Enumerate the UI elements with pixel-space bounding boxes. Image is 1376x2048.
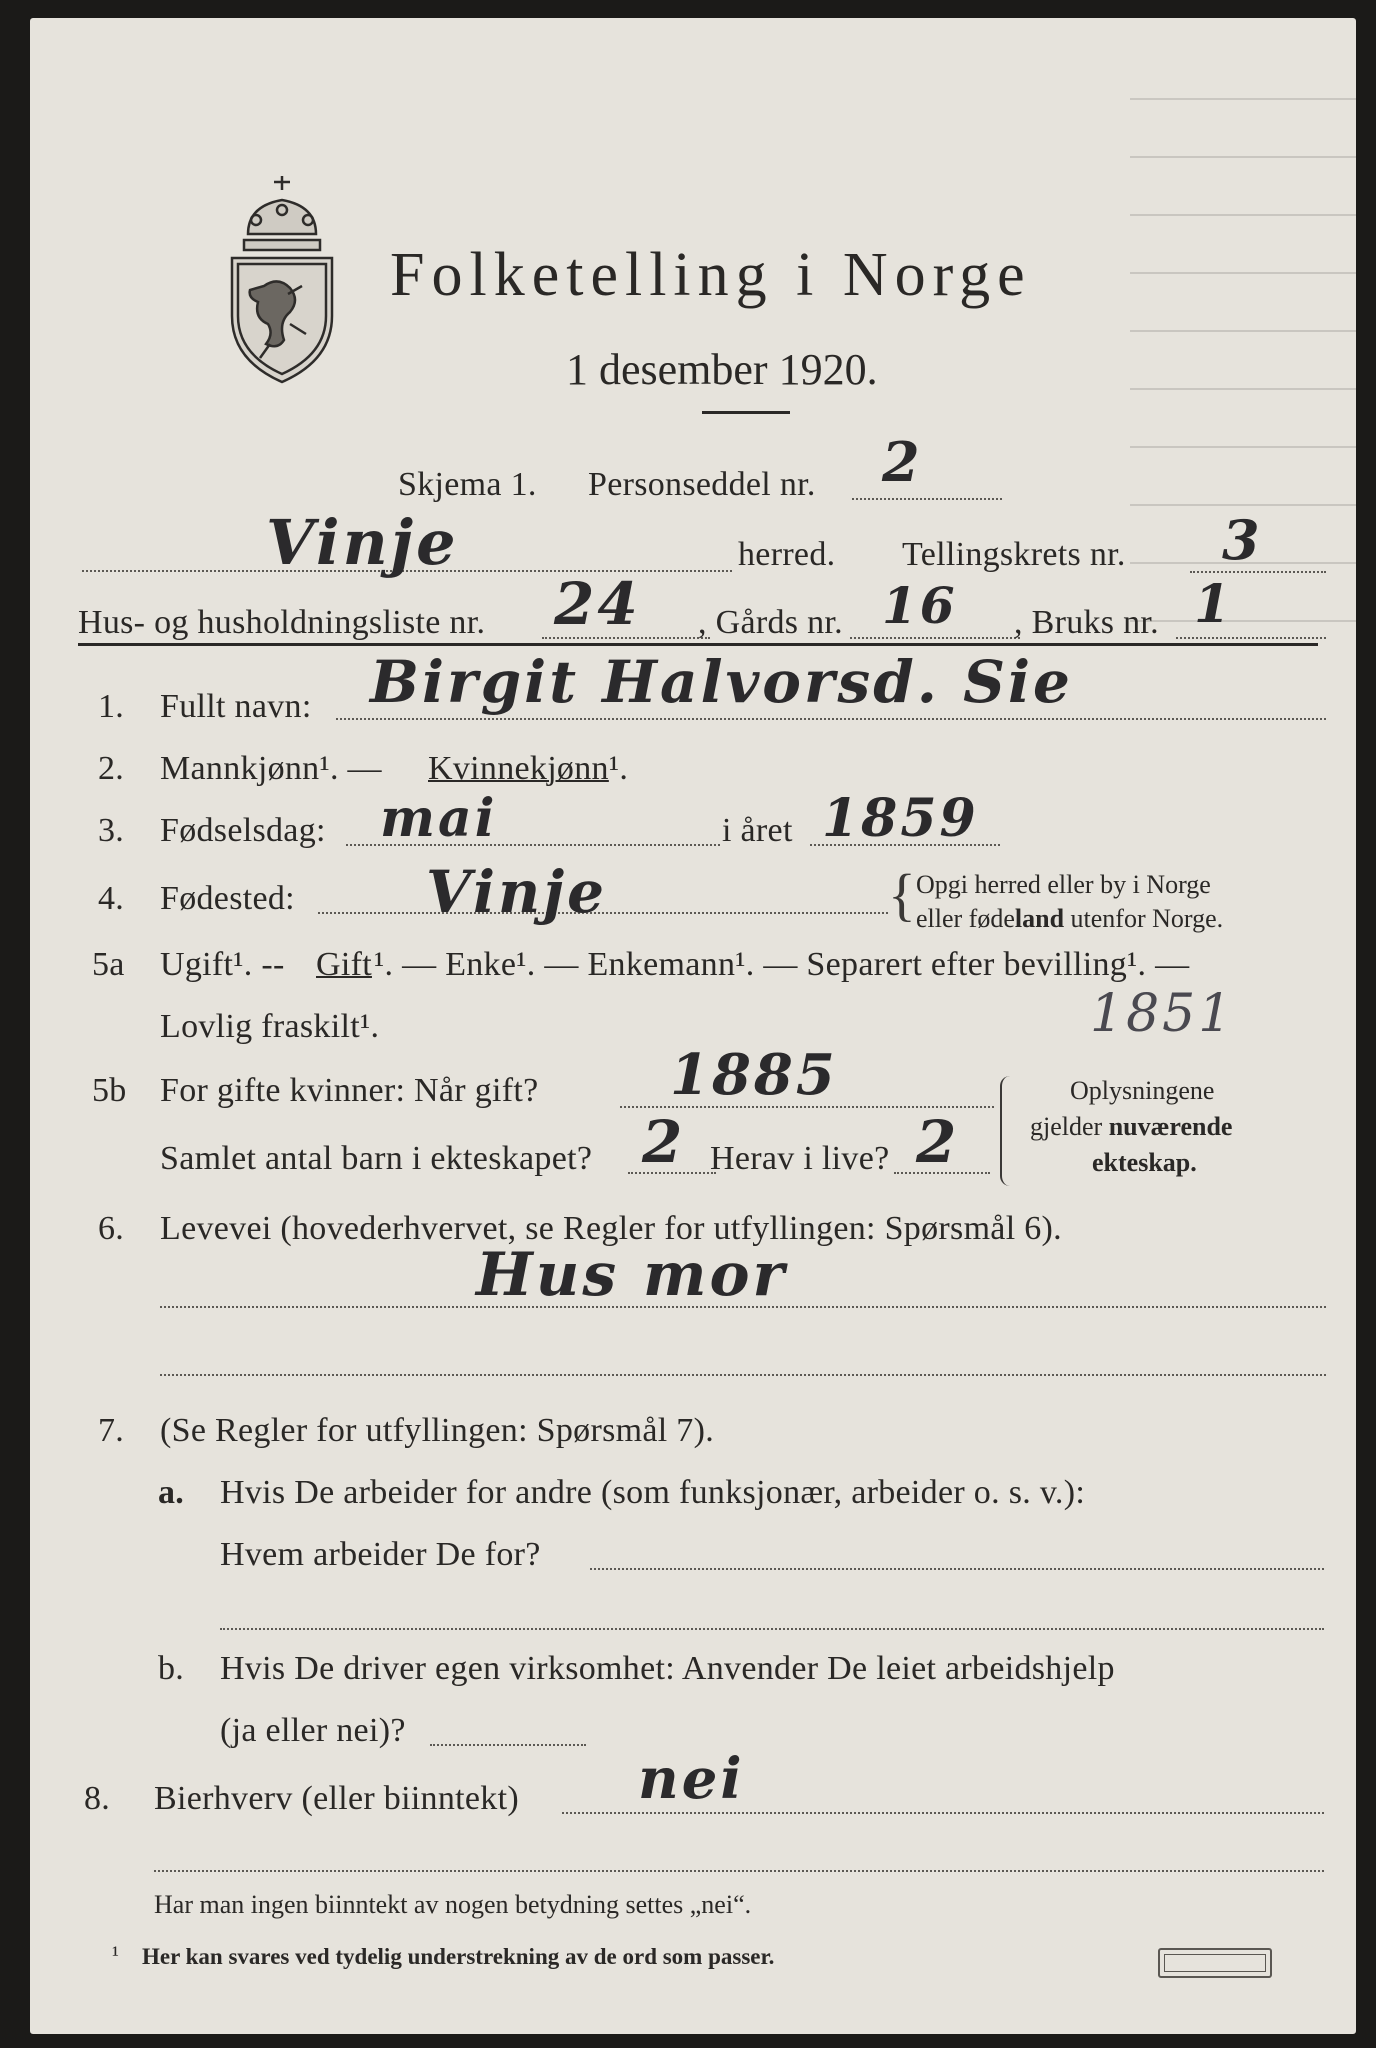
q8-number: 8. — [84, 1780, 111, 1817]
children-count-value[interactable]: 2 — [642, 1108, 686, 1176]
marriage-note-line2: gjelder nuværende — [1030, 1112, 1233, 1141]
skjema-label: Skjema 1. — [398, 466, 537, 503]
q7b-line1: Hvis De driver egen virksomhet: Anvender De leiet arbeidshjelp — [220, 1650, 1115, 1687]
birth-year-value[interactable]: 1859 — [822, 788, 979, 849]
employer-field-line — [590, 1568, 1324, 1570]
gards-value[interactable]: 16 — [882, 576, 958, 635]
q7a-line1: Hvis De arbeider for andre (som funksjonær, arbeider o. s. v.): — [220, 1474, 1086, 1511]
header-divider — [78, 643, 1318, 646]
q5b-number: 5b — [92, 1072, 127, 1109]
marital-fraskilt-option[interactable]: Lovlig fraskilt¹. — [160, 1008, 380, 1045]
q1-field-line — [336, 718, 1326, 720]
census-date: 1 desember 1920. — [566, 345, 878, 394]
herred-value[interactable]: Vinje — [266, 506, 459, 579]
husliste-value[interactable]: 24 — [554, 570, 641, 638]
bruks-label: , Bruks nr. — [1014, 604, 1159, 641]
q5a-number: 5a — [92, 946, 125, 983]
q6-label: Levevei (hovederhvervet, se Regler for utfyllingen: Spørsmål 6). — [160, 1210, 1062, 1247]
q3-number: 3. — [98, 812, 125, 849]
birthplace-value[interactable]: Vinje — [426, 858, 608, 926]
tellingskrets-label: Tellingskrets nr. — [902, 536, 1126, 573]
side-income-field-line-2 — [154, 1870, 1324, 1872]
children-alive-label: Herav i live? — [710, 1140, 890, 1177]
gender-female-group — [428, 750, 628, 788]
q2-number: 2. — [98, 750, 125, 787]
q3-label: Fødselsdag: — [160, 812, 326, 849]
side-income-field-line — [562, 1812, 1324, 1814]
gards-label: , Gårds nr. — [698, 604, 843, 641]
q6-number: 6. — [98, 1210, 125, 1247]
bleed-through-marks — [1130, 98, 1356, 738]
q7a-letter: a. — [158, 1474, 185, 1511]
birth-year-label: i året — [722, 812, 793, 849]
bruks-field-line — [1176, 637, 1326, 639]
herred-label: herred. — [738, 536, 836, 573]
printer-stamp — [1158, 1948, 1272, 1978]
birthplace-note-line1: Opgi herred eller by i Norge — [916, 870, 1211, 899]
marital-ugift-option[interactable]: Ugift¹. -- — [160, 946, 285, 983]
q7a-line2: Hvem arbeider De for? — [220, 1536, 541, 1573]
husliste-label: Hus- og husholdningsliste nr. — [78, 604, 486, 641]
personseddel-label: Personseddel nr. — [588, 466, 816, 503]
birthday-value[interactable]: mai — [380, 788, 498, 849]
marital-other-options[interactable]: ¹. — Enke¹. — Enkemann¹. — Separert efter bevilling¹. — — [374, 946, 1190, 983]
gender-female-option-underlined[interactable]: Kvinnekjønn — [428, 750, 609, 787]
q4-number: 4. — [98, 880, 125, 917]
q7-number: 7. — [98, 1412, 125, 1449]
census-form-page — [30, 18, 1356, 2034]
q7b-line2: (ja eller nei)? — [220, 1712, 406, 1749]
tellingskrets-value[interactable]: 3 — [1222, 508, 1263, 572]
norwegian-coat-of-arms-icon — [226, 174, 338, 386]
children-alive-value[interactable]: 2 — [916, 1108, 960, 1176]
bruks-value[interactable]: 1 — [1194, 574, 1234, 635]
q4-label: Fødested: — [160, 880, 295, 917]
married-when-label: For gifte kvinner: Når gift? — [160, 1072, 539, 1109]
margin-annotation: 1851 — [1090, 984, 1235, 1044]
footnote-text: Her kan svares ved tydelig understrekning av de ord som passer. — [142, 1944, 775, 1969]
full-name-value[interactable]: Birgit Halvorsd. Sie — [370, 648, 1073, 716]
hired-help-field-line — [430, 1744, 586, 1746]
gards-field-line — [850, 637, 1020, 639]
birthplace-note-line2: eller fødeland utenfor Norge. — [916, 904, 1224, 933]
footnote-mark: ¹ — [112, 1942, 119, 1967]
side-income-value[interactable]: nei — [638, 1746, 745, 1812]
personseddel-field-line — [852, 498, 1002, 500]
occupation-value[interactable]: Hus mor — [476, 1240, 788, 1310]
form-title: Folketelling i Norge — [390, 241, 1032, 309]
q1-number: 1. — [98, 688, 125, 725]
q8-label: Bierhverv (eller biinntekt) — [154, 1780, 519, 1817]
children-count-label: Samlet antal barn i ekteskapet? — [160, 1140, 593, 1177]
title-divider — [702, 411, 790, 414]
gender-male-option[interactable]: Mannkjønn¹. — — [160, 750, 382, 787]
personseddel-value[interactable]: 2 — [882, 430, 923, 494]
marriage-note-line1: Oplysningene — [1070, 1076, 1215, 1105]
employer-field-line-2 — [220, 1628, 1324, 1630]
marriage-note-line3: ekteskap. — [1092, 1148, 1197, 1177]
q7-label: (Se Regler for utfyllingen: Spørsmål 7). — [160, 1412, 715, 1449]
gender-female-footnote-mark: ¹. — [608, 750, 629, 787]
birthplace-note-brace: { — [888, 862, 916, 927]
marital-gift-option-underlined[interactable]: Gift — [316, 946, 372, 983]
married-year-value[interactable]: 1885 — [670, 1042, 838, 1108]
footer-note: Har man ingen biinntekt av nogen betydning settes „nei“. — [154, 1890, 752, 1919]
q1-label: Fullt navn: — [160, 688, 312, 725]
q7b-letter: b. — [158, 1650, 185, 1687]
marriage-note-bracket — [1000, 1076, 1012, 1186]
occupation-field-line-2 — [160, 1374, 1326, 1376]
